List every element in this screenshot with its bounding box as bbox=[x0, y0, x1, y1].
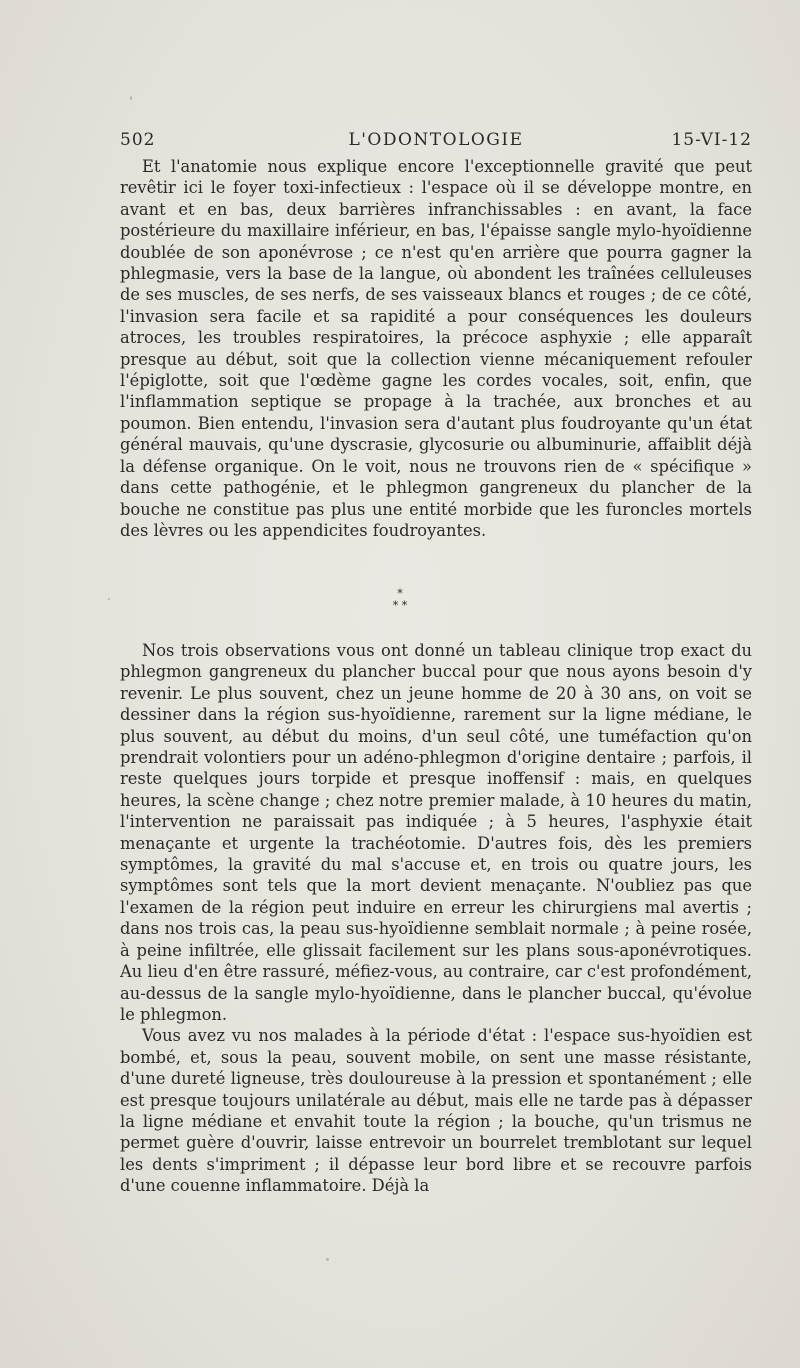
asterism-bottom: * * bbox=[392, 599, 408, 612]
text-block-before-break bbox=[120, 156, 752, 541]
paragraph: Et l'anatomie nous explique encore l'exceptionnelle gravité que peut revêtir ici le foyer toxi-infectieux : l'espace où il se développe montre, en avant et en bas, deux barrières infranchissables : en avant, la face postérieure du maxillaire inférieur, en bas, l'épaisse sangle mylo-hyoïdienne doublée de son aponévrose ; ce n'est qu'en arrière que pourra gagner la phlegmasie, vers la base de la langue, où abondent les traînées celluleuses de ses muscles, de ses nerfs, de ses vaisseaux blancs et rouges ; de ce côté, l'invasion sera facile et sa rapidité a pour conséquences les douleurs atroces, les troubles respiratoires, la précoce asphyxie ; elle apparaît presque au début, soit que la collection vienne mécaniquement refouler l'épiglotte, soit que l'œdème gagne les cordes vocales, soit, enfin, que l'inflammation septique se propage à la trachée, aux bronches et au poumon. Bien entendu, l'invasion sera d'autant plus foudroyante qu'un état général mauvais, qu'une dyscrasie, glycosurie ou albuminurie, affaiblit déjà la défense organique. On le voit, nous ne trouvons rien de « spécifique » dans cette pathogénie, et le phlegmon gangreneux du plancher de la bouche ne constitue pas plus une entité morbide que les furoncles mortels des lèvres ou les appendicites foudroyantes. bbox=[120, 157, 752, 540]
issue-date: 15-VI-12 bbox=[671, 130, 752, 150]
running-header bbox=[120, 130, 752, 154]
page-number: 502 bbox=[120, 130, 156, 150]
paper-speck bbox=[326, 1258, 329, 1261]
paper-speck bbox=[130, 96, 132, 100]
section-break-asterism bbox=[0, 588, 800, 612]
asterism-top: * bbox=[397, 587, 403, 600]
paragraph: Vous avez vu nos malades à la période d'état : l'espace sus-hyoïdien est bombé, et, sous la peau, souvent mobile, on sent une masse résistante, d'une dureté ligneuse, très douloureuse à la pression et spontanément ; elle est presque toujours unilatérale au début, mais elle ne tarde pas à dépasser la ligne médiane et envahit toute la région ; la bouche, qu'un trismus ne permet guère d'ouvrir, laisse entrevoir un bourrelet tremblotant sur lequel les dents s'impriment ; il dépasse leur bord libre et se recouvre parfois d'une couenne inflammatoire. Déjà la bbox=[120, 1026, 752, 1196]
journal-title: L'ODONTOLOGIE bbox=[348, 130, 524, 150]
text-block-after-break bbox=[120, 640, 752, 1197]
paragraph: Nos trois observations vous ont donné un tableau clinique trop exact du phlegmon gangreneux du plancher buccal pour que nous ayons besoin d'y revenir. Le plus souvent, chez un jeune homme de 20 à 30 ans, on voit se dessiner dans la région sus-hyoïdienne, rarement sur la ligne médiane, le plus souvent, au début du moins, d'un seul côté, une tuméfaction qu'on prendrait volontiers pour un adéno-phlegmon d'origine dentaire ; parfois, il reste quelques jours torpide et presque inoffensif : mais, en quelques heures, la scène change ; chez notre premier malade, à 10 heures du matin, l'intervention ne paraissait pas indiquée ; à 5 heures, l'asphyxie était menaçante et urgente la trachéotomie. D'autres fois, dès les premiers symptômes, la gravité du mal s'accuse et, en trois ou quatre jours, les symptômes sont tels que la mort devient menaçante. N'oubliez pas que l'examen de la région peut induire en erreur les chirurgiens mal avertis ; dans nos trois cas, la peau sus-hyoïdienne semblait normale ; à peine rosée, à peine infiltrée, elle glissait facilement sur les plans sous-aponévrotiques. Au lieu d'en être rassuré, méfiez-vous, au contraire, car c'est profondément, au-dessus de la sangle mylo-hyoïdienne, dans le plancher buccal, qu'évolue le phlegmon. bbox=[120, 641, 752, 1024]
